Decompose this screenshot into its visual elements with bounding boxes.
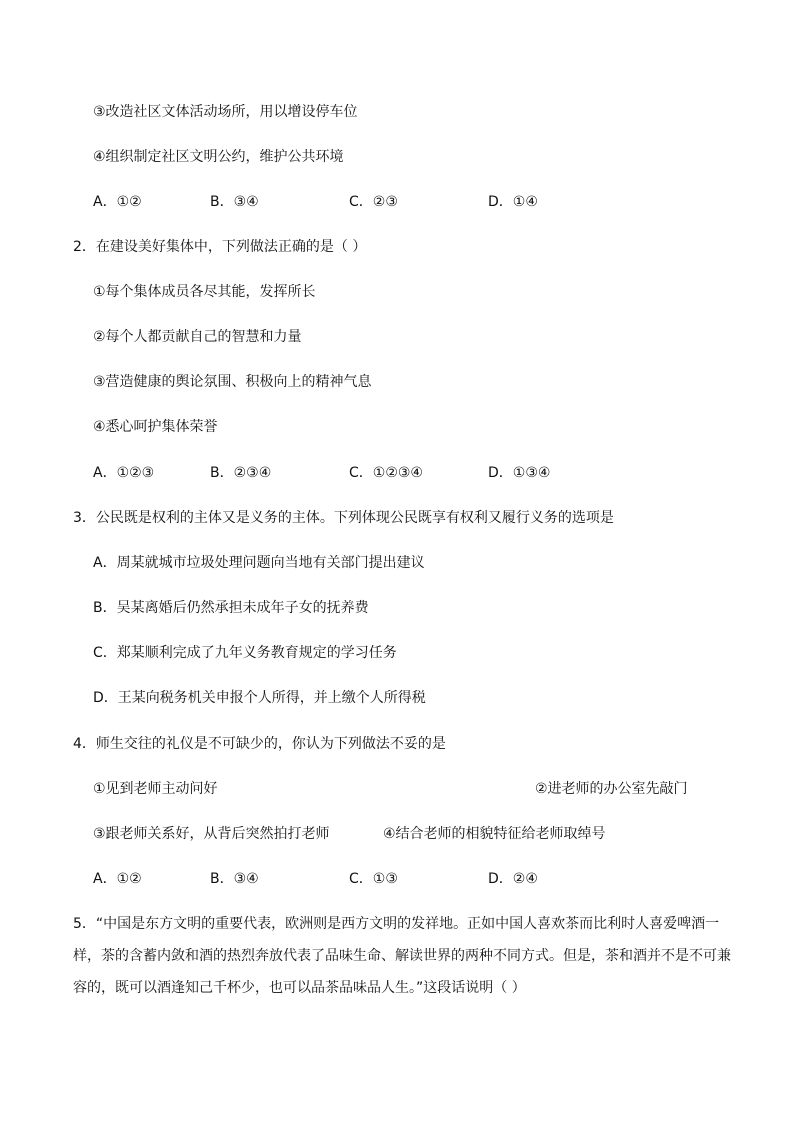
- q2-stem: 2．在建设美好集体中，下列做法正确的是（ ）: [73, 239, 367, 255]
- prev-option-d: D．①④: [488, 194, 538, 210]
- q4-item-3: ③跟老师关系好，从背后突然拍打老师: [93, 826, 330, 842]
- prev-option-c: C．②③: [349, 194, 398, 210]
- q4-stem: 4．师生交往的礼仪是不可缺少的，你认为下列做法不妥的是: [73, 736, 446, 752]
- q2-option-c: C．①②③④: [349, 465, 423, 481]
- q2-item-1: ①每个集体成员各尽其能，发挥所长: [93, 284, 316, 300]
- q2-item-4: ④悉心呵护集体荣誉: [93, 419, 218, 435]
- q4-item-2: ②进老师的办公室先敲门: [535, 781, 688, 797]
- q3-stem: 3．公民既是权利的主体又是义务的主体。下列体现公民既享有权利又履行义务的选项是: [73, 510, 614, 526]
- prev-option-a: A．①②: [93, 194, 142, 210]
- q3-option-d: D．王某向税务机关申报个人所得，并上缴个人所得税: [93, 690, 426, 706]
- q2-option-a: A．①②③: [93, 465, 155, 481]
- q3-option-c: C．郑某顺利完成了九年义务教育规定的学习任务: [93, 645, 397, 661]
- q3-option-b: B．吴某离婚后仍然承担未成年子女的抚养费: [93, 600, 369, 616]
- prev-item-4: ④组织制定社区文明公约，维护公共环境: [93, 149, 344, 165]
- q4-option-a: A．①②: [93, 871, 142, 887]
- q2-option-d: D．①③④: [488, 465, 551, 481]
- q4-option-d: D．②④: [488, 871, 538, 887]
- q2-item-2: ②每个人都贡献自己的智慧和力量: [93, 329, 302, 345]
- q4-option-c: C．①③: [349, 871, 398, 887]
- q2-option-b: B．②③④: [210, 465, 272, 481]
- q5-stem: 5．“中国是东方文明的重要代表，欧洲则是西方文明的发祥地。正如中国人喜欢茶而比利时人喜爱啤酒一样，茶的含蓄内敛和酒的热烈奔放代表了品味生命、解读世界的两种不同方式。但是，茶和酒并不是不可兼容的，既可以酒逢知己千杯少，也可以品茶品味品人生。”这段话说明（ ）: [73, 916, 731, 996]
- prev-item-3: ③改造社区文体活动场所，用以增设停车位: [93, 104, 358, 120]
- prev-option-b: B．③④: [210, 194, 259, 210]
- q2-item-3: ③营造健康的舆论氛围、积极向上的精神气息: [93, 374, 372, 390]
- q4-item-4: ④结合老师的相貌特征给老师取绰号: [383, 826, 606, 842]
- q4-item-1: ①见到老师主动问好: [93, 781, 218, 797]
- q4-option-b: B．③④: [210, 871, 259, 887]
- q3-option-a: A．周某就城市垃圾处理问题向当地有关部门提出建议: [93, 555, 425, 571]
